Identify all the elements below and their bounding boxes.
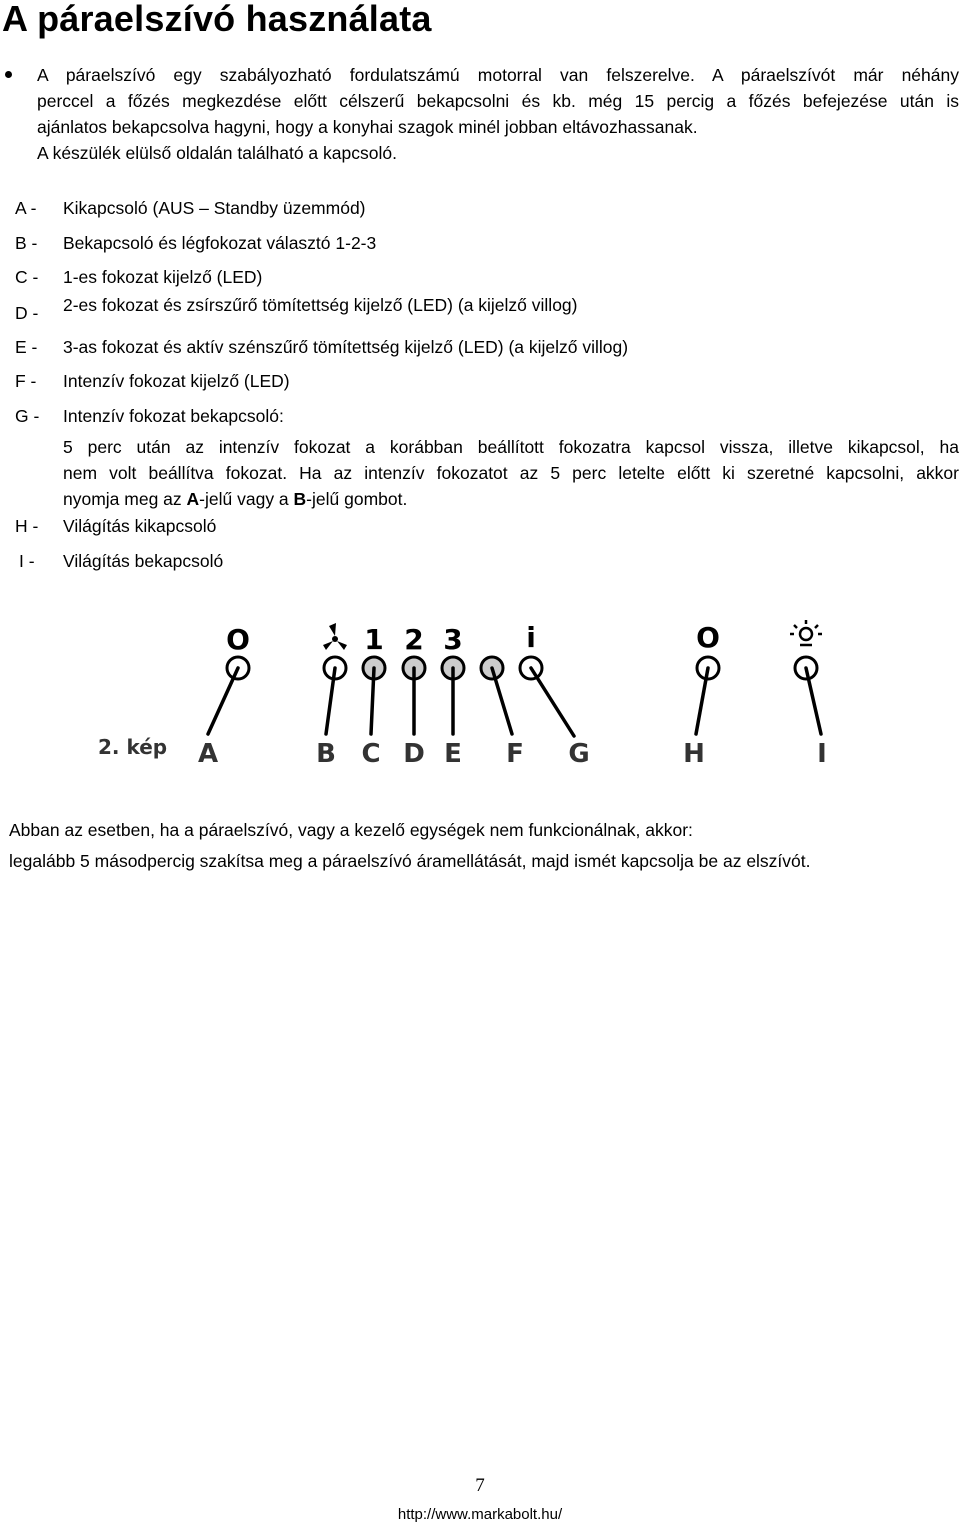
g-detail <box>63 434 959 512</box>
intro-line: perccel a főzés megkezdése előtt célszerű bekapcsolni és kb. még 15 percig a főzés befejezése után is <box>37 91 959 111</box>
symbol-intensive: i <box>526 621 536 654</box>
leader-line-a <box>208 668 238 734</box>
label-g: G <box>568 739 590 769</box>
legend-text: Világítás bekapcsoló <box>63 551 224 571</box>
leader-line-f <box>492 668 512 734</box>
g-detail-line <box>63 486 959 512</box>
control-panel-diagram <box>80 612 840 782</box>
legend-key: E - <box>15 337 38 357</box>
legend-key: B - <box>15 233 38 253</box>
figure-caption: 2. kép <box>98 735 168 759</box>
leader-line-g <box>531 668 574 736</box>
legend-key: D - <box>15 303 39 323</box>
g-detail-line: nem volt beállítva fokozat. Ha az intenzív fokozatot az 5 perc letelte előtt ki szeretné kapcsolni, akkor <box>63 463 959 483</box>
legend-key: A - <box>15 198 37 218</box>
label-c: C <box>361 739 381 769</box>
legend-key: G - <box>15 406 40 426</box>
label-f: F <box>506 739 524 769</box>
footer-url: http://www.markabolt.hu/ <box>397 1506 563 1523</box>
symbol-2: 2 <box>404 623 424 656</box>
legend-text: 1-es fokozat kijelző (LED) <box>63 267 263 287</box>
legend-text: 2-es fokozat és zsírszűrő tömítettség kijelző (LED) (a kijelző villog) <box>63 295 578 315</box>
label-h: H <box>683 739 705 769</box>
legend-text: Kikapcsoló (AUS – Standby üzemmód) <box>63 198 366 218</box>
page-title: A páraelszívó használata <box>2 0 432 39</box>
legend-text: Intenzív fokozat bekapcsoló: <box>63 406 284 426</box>
g-detail-text: -jelű gombot. <box>306 489 408 509</box>
bullet-dot <box>5 71 12 78</box>
intro-line: A páraelszívó egy szabályozható fordulatszámú motorral van felszerelve. A páraelszívót már néhány <box>37 65 959 85</box>
light-icon <box>790 620 822 645</box>
symbol-1: 1 <box>364 623 384 656</box>
legend-key: H - <box>15 516 39 536</box>
symbol-3: 3 <box>443 623 463 656</box>
symbol-off: O <box>226 623 250 656</box>
label-i: I <box>817 739 827 769</box>
symbol-light-off: O <box>696 621 720 654</box>
legend-key: I - <box>19 551 35 571</box>
intro-text <box>37 62 959 166</box>
g-detail-line: 5 perc után az intenzív fokozat a korábban beállított fokozatra kapcsol vissza, illetve kikapcsol, ha <box>63 437 959 457</box>
label-b: B <box>316 739 336 769</box>
label-e: E <box>444 739 462 769</box>
legend-key: C - <box>15 267 39 287</box>
legend-text: Bekapcsoló és légfokozat választó 1-2-3 <box>63 233 377 253</box>
legend-text: Intenzív fokozat kijelző (LED) <box>63 371 290 391</box>
g-detail-key-b: B <box>293 489 307 509</box>
legend-key: F - <box>15 371 37 391</box>
troubleshoot-instruction: legalább 5 másodpercig szakítsa meg a páraelszívó áramellátását, majd ismét kapcsolja be az elszívót. <box>9 851 811 871</box>
legend-text: Világítás kikapcsoló <box>63 516 217 536</box>
intro-line: ajánlatos bekapcsolva hagyni, hogy a konyhai szagok minél jobban eltávozhassanak. <box>37 117 698 137</box>
legend-text: 3-as fokozat és aktív szénszűrő tömítettség kijelző (LED) (a kijelző villog) <box>63 337 629 357</box>
g-detail-text: nyomja meg az <box>63 489 187 509</box>
control-panel-figure <box>80 612 840 782</box>
page-number: 7 <box>475 1475 485 1496</box>
label-d: D <box>403 739 425 769</box>
g-detail-key-a: A <box>186 489 200 509</box>
label-a: A <box>197 739 219 769</box>
troubleshoot-intro: Abban az esetben, ha a páraelszívó, vagy a kezelő egységek nem funkcionálnak, akkor: <box>9 820 693 840</box>
g-detail-text: -jelű vagy a <box>199 489 294 509</box>
fan-icon <box>323 623 347 650</box>
intro-line: A készülék elülső oldalán található a kapcsoló. <box>37 143 397 163</box>
